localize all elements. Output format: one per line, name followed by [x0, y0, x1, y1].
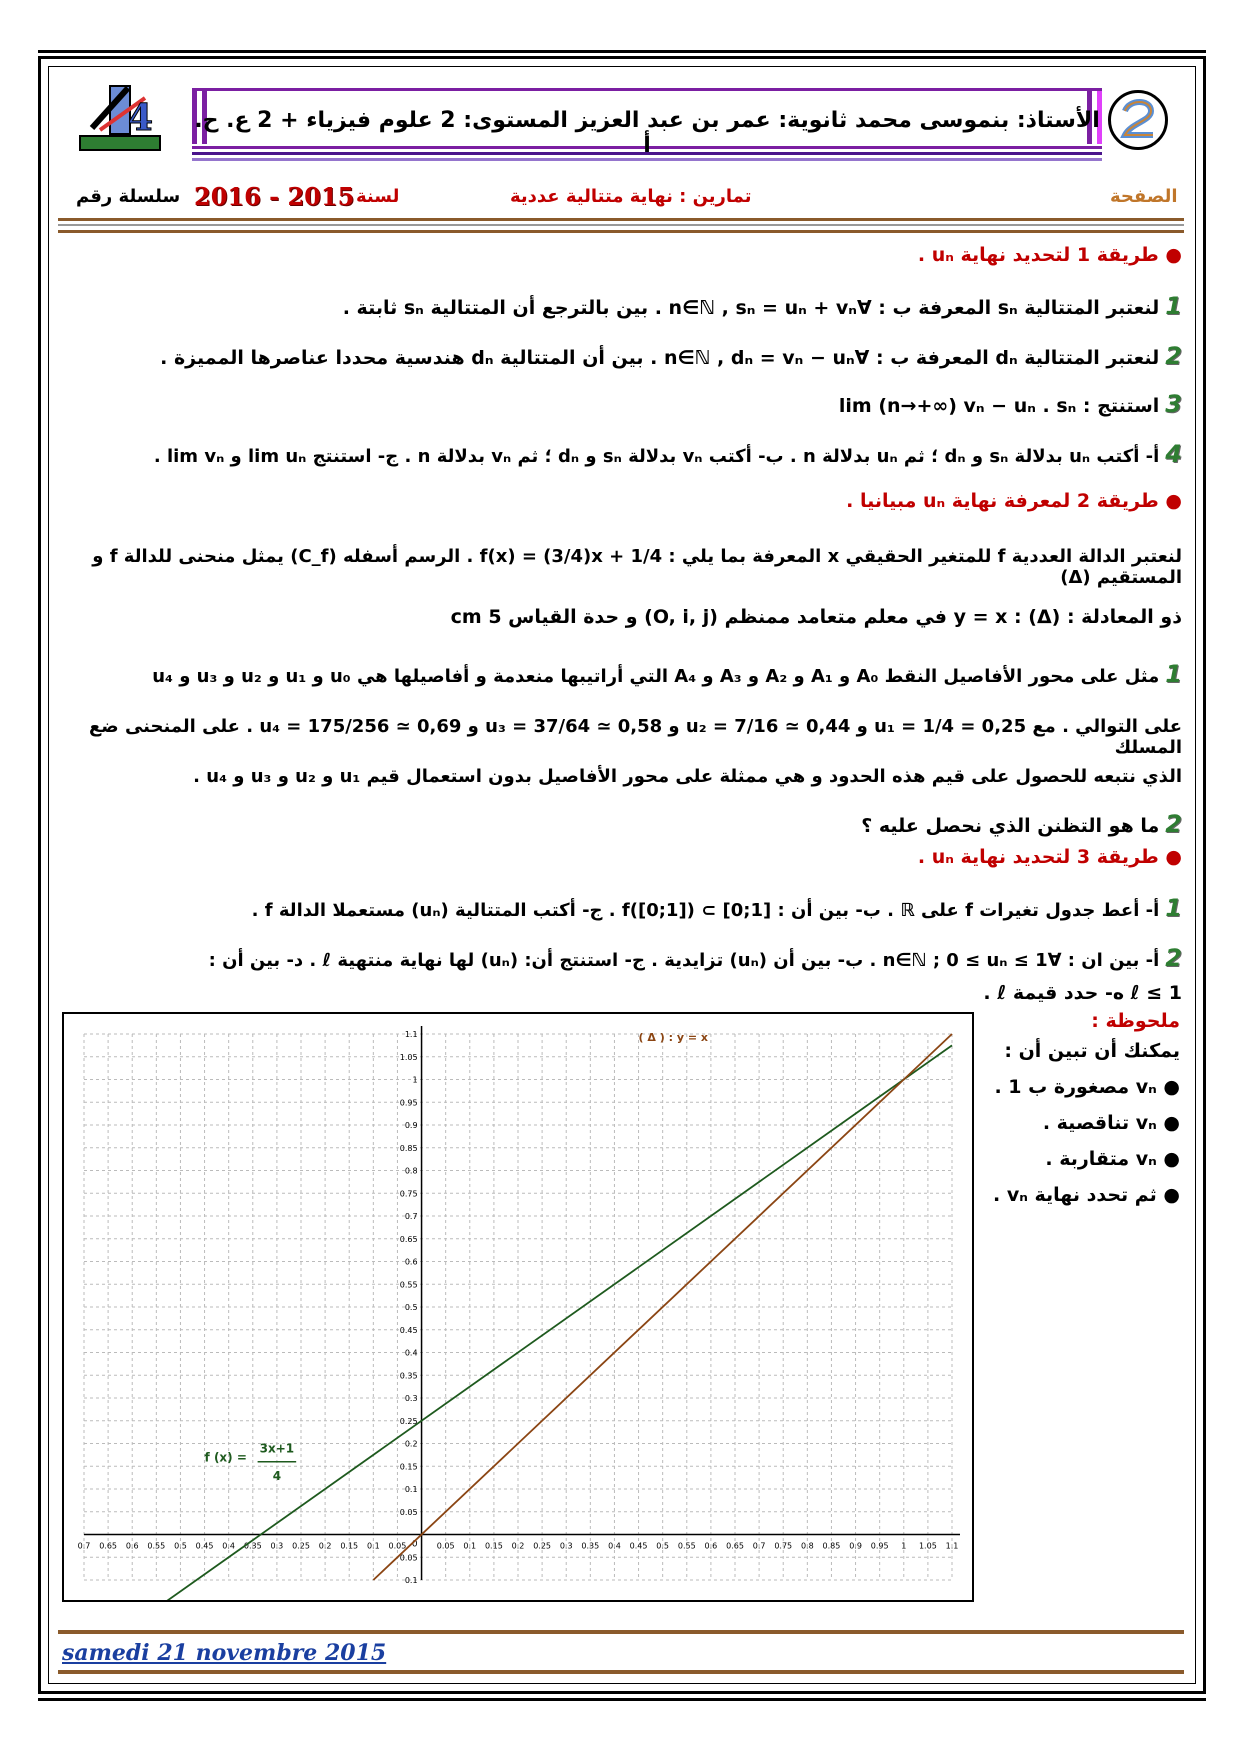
x-tick-label: 0.6 — [125, 1541, 139, 1551]
method-1-title-text: طريقة 1 لتحديد نهاية uₙ . — [917, 244, 1159, 266]
method-1-title: ● طريقة 1 لتحديد نهاية uₙ . — [917, 244, 1182, 266]
y-tick-label: 0.45 — [399, 1325, 418, 1335]
x-tick-label: 0.1 — [463, 1541, 477, 1551]
y-tick-label: 0.15 — [399, 1462, 418, 1472]
x-tick-label: 0.7 — [77, 1541, 91, 1551]
exercise-1-2-text: لنعتبر المتتالية dₙ المعرفة ب : ∀n∈ℕ , dₙ = vₙ − uₙ . بين أن المتتالية dₙ هندسية محددا عناصرها المميزة . — [160, 347, 1160, 369]
exercise-1-3: 3استنتج : lim (n→+∞) vₙ − uₙ . sₙ — [838, 390, 1182, 418]
x-tick-label: 0.75 — [774, 1541, 793, 1551]
delta-label: ( Δ ) : y = x — [638, 1030, 708, 1044]
y-tick-label: 0.75 — [399, 1189, 418, 1199]
footer-rule-2 — [58, 1670, 1184, 1674]
header-band — [192, 88, 1102, 158]
exercise-1-3-text: استنتج : lim (n→+∞) vₙ − uₙ . sₙ — [838, 395, 1160, 417]
x-tick-label: 0.35 — [581, 1541, 600, 1551]
footer-date: samedi 21 novembre 2015 — [62, 1640, 387, 1666]
rule-1 — [58, 218, 1184, 221]
method-2-title-text: طريقة 2 لمعرفة نهاية uₙ مبيانيا . — [846, 490, 1159, 512]
year-label: لسنة — [356, 186, 400, 207]
rule-2 — [58, 224, 1184, 226]
y-tick-label: 0.95 — [399, 1098, 418, 1108]
x-tick-label: 0.55 — [147, 1541, 166, 1551]
x-tick-label: 0.15 — [340, 1541, 359, 1551]
function-graph — [62, 1012, 974, 1602]
y-tick-label: 0.55 — [399, 1280, 418, 1290]
y-tick-label: 0.85 — [399, 1143, 418, 1153]
y-tick-label: 0.6 — [404, 1257, 418, 1267]
y-tick-label: 0.8 — [404, 1166, 418, 1176]
y-tick-label: 0.9 — [404, 1121, 418, 1130]
exercise-1-4: 4أ- أكتب uₙ بدلالة sₙ و dₙ ؛ ثم uₙ بدلالة n . ب- أكتب vₙ بدلالة sₙ و dₙ ؛ ثم vₙ بدلالة n . ج- استنتج lim uₙ و lim vₙ . — [153, 440, 1182, 468]
exercise-3-1-text: أ- أعط جدول تغيرات f على ℝ . ب- بين أن : f([0;1]) ⊂ [0;1] . ج- أكتب المتتالية (uₙ) مستعملا الدالة f . — [251, 900, 1160, 921]
exercise-3-2: 2أ- بين ان : ∀n∈ℕ ; 0 ≤ uₙ ≤ 1 . ب- بين أن (uₙ) تزايدية . ج- استنتج أن: (uₙ) لها نهاية منتهية ℓ . د- بين أن : — [208, 944, 1182, 972]
y-tick-label: 1 — [412, 1075, 418, 1085]
x-tick-label: 0.5 — [656, 1541, 670, 1551]
exercise-2-1-path: الذي نتبعه للحصول على قيم هذه الحدود و هي ممثلة على محور الأفاصيل بدون استعمال قيم u₁ و u₂ و u₃ و u₄ . — [193, 766, 1182, 787]
graph-svg — [64, 1014, 972, 1600]
header-title: الأستاذ: بنموسى محمد ثانوية: عمر بن عبد العزيز المستوى: 2 علوم فيزياء + 2 ع. ح. أ — [194, 108, 1100, 158]
exercise-1-1: 1لنعتبر المتتالية sₙ المعرفة ب : ∀n∈ℕ , sₙ = uₙ + vₙ . بين بالترجع أن المتتالية sₙ ثابتة . — [342, 292, 1182, 320]
x-tick-label: 0.1 — [366, 1541, 380, 1551]
note-item-3-text: vₙ متقاربة . — [1045, 1148, 1157, 1170]
x-tick-label: 0.5 — [174, 1541, 187, 1551]
y-tick-label: 0.5 — [404, 1303, 418, 1312]
origin-label: 0 — [411, 1539, 418, 1550]
note-item-3: ● vₙ متقاربة . — [1045, 1148, 1180, 1170]
exercise-2-1: 1مثل على محور الأفاصيل النقط A₀ و A₁ و A₂ و A₃ و A₄ التي أراتيبها منعدمة و أفاصيلها هي u₀ و u₁ و u₂ و u₃ و u₄ — [152, 660, 1182, 688]
x-tick-label: 0.45 — [629, 1541, 648, 1551]
header-line-3 — [192, 158, 1102, 161]
math-logo — [70, 78, 170, 160]
x-tick-label: 0.45 — [195, 1541, 214, 1551]
method-2-line-1: لنعتبر الدالة العددية f للمتغير الحقيقي x المعرفة بما يلي : f(x) = (3/4)x + 1/4 . الرسم أسفله (C_f) يمثل منحنى للدالة f و المستقيم (Δ) — [92, 546, 1182, 588]
x-tick-label: 0.6 — [704, 1541, 718, 1551]
note-title: ملحوظة : — [1091, 1010, 1180, 1032]
y-tick-label: 0.65 — [399, 1234, 418, 1244]
x-tick-label: 0.7 — [752, 1541, 766, 1551]
y-tick-label: 0.05 — [399, 1553, 418, 1563]
x-tick-label: 0.35 — [243, 1541, 262, 1551]
method-3-title: ● طريقة 3 لتحديد نهاية uₙ . — [917, 846, 1182, 868]
y-tick-label: 0.7 — [404, 1212, 418, 1221]
x-tick-label: 0.4 — [608, 1541, 621, 1551]
exercise-2-2-text: ما هو التظنن الذي نحصل عليه ؟ — [861, 815, 1160, 837]
year-value: 2016 - 2015 — [194, 182, 355, 211]
rule-3 — [58, 230, 1184, 233]
exercise-3-2-text: أ- بين ان : ∀n∈ℕ ; 0 ≤ uₙ ≤ 1 . ب- بين أن (uₙ) تزايدية . ج- استنتج أن: (uₙ) لها نهاية منتهية ℓ . د- بين أن : — [208, 950, 1160, 971]
x-tick-label: 0.85 — [822, 1541, 841, 1551]
x-tick-label: 0.95 — [870, 1541, 889, 1551]
y-tick-label: 1.05 — [399, 1052, 418, 1062]
x-tick-label: 0.15 — [484, 1541, 503, 1551]
note-item-1-text: vₙ مصغورة ب 1 . — [994, 1076, 1157, 1098]
x-tick-label: 0.65 — [99, 1541, 118, 1551]
x-tick-label: 0.8 — [800, 1541, 814, 1551]
y-tick-label: 1.1 — [404, 1030, 418, 1039]
x-tick-label: 1 — [901, 1541, 907, 1551]
level-badge — [1108, 90, 1168, 150]
note-item-4: ● ثم تحدد نهاية vₙ . — [993, 1184, 1180, 1206]
topic-title: تمارين : نهاية متتالية عددية — [510, 186, 752, 207]
series-label: سلسلة رقم — [76, 186, 181, 207]
x-tick-label: 0.4 — [222, 1541, 236, 1551]
f-label-numerator: 3x+1 — [259, 1441, 295, 1456]
note-block — [980, 1010, 1180, 1220]
y-tick-label: 0.3 — [404, 1394, 418, 1403]
exercise-1-1-text: لنعتبر المتتالية sₙ المعرفة ب : ∀n∈ℕ , sₙ = uₙ + vₙ . بين بالترجع أن المتتالية sₙ ثابتة . — [342, 297, 1160, 319]
y-tick-label: 0.35 — [399, 1371, 418, 1381]
x-tick-label: 0.05 — [388, 1541, 407, 1551]
method-2-title: ● طريقة 2 لمعرفة نهاية uₙ مبيانيا . — [846, 490, 1182, 512]
x-tick-label: 0.9 — [849, 1541, 862, 1551]
footer-rule-1 — [58, 1630, 1184, 1634]
y-tick-label: 0.2 — [404, 1439, 418, 1449]
method-3-title-text: طريقة 3 لتحديد نهاية uₙ . — [917, 846, 1159, 868]
y-tick-label: 0.25 — [399, 1416, 418, 1426]
x-tick-label: 0.05 — [436, 1541, 455, 1551]
f-label-denominator: 4 — [272, 1468, 282, 1483]
exercise-2-1-text: مثل على محور الأفاصيل النقط A₀ و A₁ و A₂ و A₃ و A₄ التي أراتيبها منعدمة و أفاصيلها هي u₀ و u₁ و u₂ و u₃ و u₄ — [152, 666, 1160, 687]
x-tick-label: 0.25 — [292, 1541, 310, 1551]
y-tick-label: 0.1 — [404, 1576, 418, 1585]
note-intro: يمكنك أن تبين أن : — [1004, 1040, 1180, 1062]
x-tick-label: 0.2 — [511, 1541, 525, 1551]
note-item-2: ● vₙ تناقصية . — [1042, 1112, 1180, 1134]
y-tick-label: 0.05 — [399, 1507, 418, 1517]
note-item-1: ● vₙ مصغورة ب 1 . — [994, 1076, 1180, 1098]
y-tick-label: 0.4 — [404, 1348, 418, 1358]
f-label-lhs: f (x) = — [204, 1450, 247, 1465]
exercise-2-2: 2ما هو التظنن الذي نحصل عليه ؟ — [861, 810, 1182, 838]
x-tick-label: 0.25 — [533, 1541, 552, 1551]
header-line-top — [192, 88, 1102, 91]
x-tick-label: 0.3 — [270, 1541, 284, 1551]
exercise-3-2-end: ℓ ≤ 1 ه- حدد قيمة ℓ . — [983, 982, 1182, 1004]
bottom-rule-outer — [38, 1698, 1206, 1701]
exercise-1-2: 2لنعتبر المتتالية dₙ المعرفة ب : ∀n∈ℕ , dₙ = vₙ − uₙ . بين أن المتتالية dₙ هندسية محددا عناصرها المميزة . — [160, 342, 1182, 370]
note-item-2-text: vₙ تناقصية . — [1042, 1112, 1157, 1134]
svg-text:4: 4 — [128, 97, 154, 139]
y-tick-label: 0.1 — [404, 1485, 418, 1494]
x-tick-label: 0.65 — [726, 1541, 744, 1551]
exercise-2-1-values: على التوالي . مع u₁ = 1/4 = 0,25 و u₂ = 7/16 ≃ 0,44 و u₃ = 37/64 ≃ 0,58 و u₄ = 175/256 ≃ 0,69 . على المنحنى ضع المسلك — [89, 716, 1182, 758]
page-label: الصفحة — [1110, 186, 1178, 207]
exercise-3-1: 1أ- أعط جدول تغيرات f على ℝ . ب- بين أن : f([0;1]) ⊂ [0;1] . ج- أكتب المتتالية (uₙ) مستعملا الدالة f . — [251, 894, 1182, 922]
x-tick-label: 0.55 — [677, 1541, 696, 1551]
top-rule-outer — [38, 50, 1206, 53]
method-2-line-2: ذو المعادلة : (Δ) : y = x في معلم متعامد ممنظم (O, i, j) و حدة القياس 5 cm — [450, 606, 1182, 628]
x-tick-label: 1.05 — [918, 1541, 937, 1551]
x-tick-label: 1.1 — [945, 1541, 959, 1551]
x-tick-label: 0.2 — [318, 1541, 332, 1551]
note-item-4-text: ثم تحدد نهاية vₙ . — [993, 1184, 1157, 1206]
exercise-1-4-text: أ- أكتب uₙ بدلالة sₙ و dₙ ؛ ثم uₙ بدلالة n . ب- أكتب vₙ بدلالة sₙ و dₙ ؛ ثم vₙ بدلالة n . ج- استنتج lim uₙ و lim vₙ . — [153, 446, 1160, 467]
x-tick-label: 0.3 — [559, 1541, 573, 1551]
